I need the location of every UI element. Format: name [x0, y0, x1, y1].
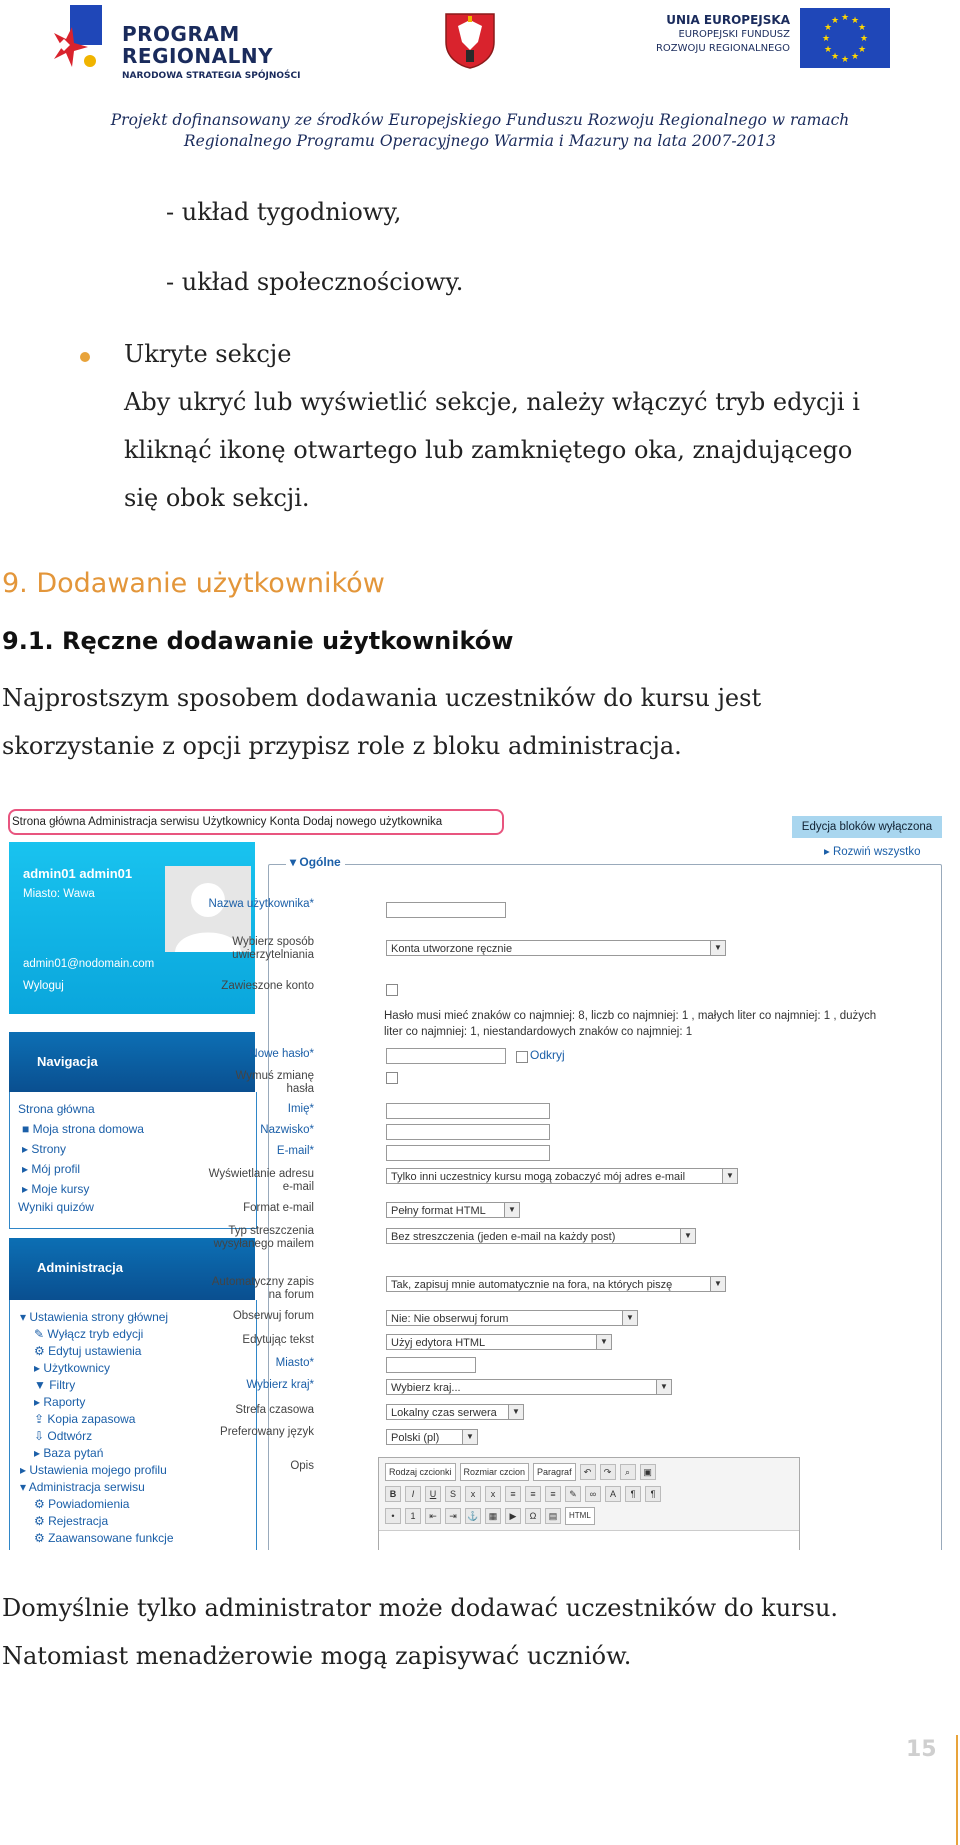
language-select[interactable]: Polski (pl) ▼ [386, 1429, 478, 1445]
logout-link[interactable]: Wyloguj [23, 980, 64, 992]
admin-item-users[interactable]: ▸ Użytkownicy [34, 1361, 111, 1375]
text-color-icon[interactable]: A [605, 1486, 621, 1502]
outdent-icon[interactable]: ⇤ [425, 1508, 441, 1524]
moodle-add-user-screenshot [6, 800, 946, 1550]
admin-item-site-admin[interactable]: ▾ Administracja serwisu [20, 1480, 145, 1494]
editor-toolbar-row1 [385, 1462, 656, 1482]
description-label: Opis [290, 1460, 314, 1472]
admin-item-label: Raporty [43, 1395, 86, 1409]
page-number-rule [956, 1735, 958, 1845]
undo-icon[interactable]: ↶ [580, 1464, 596, 1480]
user-city: Miasto: Wawa [23, 888, 95, 900]
breadcrumb[interactable]: Strona główna Administracja serwisu Użytkownicy Konta Dodaj nowego użytkownika [8, 809, 504, 835]
country-select[interactable]: Wybierz kraj... ▼ [386, 1379, 672, 1395]
auto-subscribe-label: Automatyczny zapis na forum [211, 1276, 314, 1301]
email-display-label: Wyświetlanie adresu e-mail [208, 1168, 314, 1193]
text-editor-label: Edytując tekst [242, 1334, 314, 1346]
general-fieldset [268, 864, 942, 1550]
admin-item-backup[interactable]: ⇪ Kopia zapasowa [34, 1412, 136, 1426]
indent-icon[interactable]: ⇥ [445, 1508, 461, 1524]
eu-fund-label: UNIA EUROPEJSKA EUROPEJSKI FUNDUSZ ROZWOJU REGIONALNEGO [655, 13, 790, 54]
svg-text:★: ★ [859, 34, 869, 44]
svg-text:★: ★ [840, 13, 850, 23]
underline-icon[interactable]: U [425, 1486, 441, 1502]
font-size-select[interactable]: Rozmiar czcion [460, 1463, 530, 1481]
closing-paragraph-line1: Domyślnie tylko administrator może dodawać uczestników do kursu. [2, 1594, 839, 1622]
digest-type-select[interactable]: Bez streszczenia (jeden e-mail na każdy post) ▼ [386, 1228, 696, 1244]
align-center-icon[interactable]: ≡ [525, 1486, 541, 1502]
bullet-text-line1: Aby ukryć lub wyświetlić sekcje, należy włączyć tryb edycji i [124, 388, 860, 416]
program-logo-star-icon [50, 5, 102, 75]
admin-item-label: Rejestracja [48, 1514, 109, 1528]
page-number: 15 [906, 1737, 937, 1762]
email-input[interactable] [386, 1145, 550, 1161]
paragraph-line1: Najprostszym sposobem dodawania uczestników do kursu jest [2, 684, 762, 712]
admin-item-advanced-features[interactable]: ⚙ Zaawansowane funkcje [34, 1531, 174, 1545]
nav-item-courses[interactable]: ▸ Moje kursy [22, 1182, 90, 1196]
admin-item-edit-settings[interactable]: ⚙ Edytuj ustawienia [34, 1344, 142, 1358]
admin-item-label: Wyłącz tryb edycji [47, 1327, 144, 1341]
admin-item-question-bank[interactable]: ▸ Baza pytań [34, 1446, 104, 1460]
svg-text:★: ★ [850, 52, 860, 62]
city-input[interactable] [386, 1357, 476, 1373]
svg-text:★: ★ [830, 16, 840, 26]
svg-text:★: ★ [850, 16, 860, 26]
nav-item-pages[interactable]: ▸ Strony [22, 1142, 67, 1156]
admin-item-label: Ustawienia strony głównej [29, 1310, 169, 1324]
program-title: PROGRAM REGIONALNY [122, 22, 274, 68]
svg-text:★: ★ [821, 34, 831, 44]
svg-text:★: ★ [857, 45, 867, 55]
paragraph-line2: skorzystanie z opcji przypisz role z bloku administracja. [2, 732, 682, 760]
admin-item-label: Ustawienia mojego profilu [29, 1463, 167, 1477]
bold-icon[interactable]: B [385, 1486, 401, 1502]
user-email: admin01@nodomain.com [23, 958, 155, 970]
force-change-label: Wymuś zmianę hasła [235, 1070, 314, 1095]
svg-text:★: ★ [830, 52, 840, 62]
timezone-label: Strefa czasowa [235, 1404, 314, 1416]
paragraph-select[interactable]: Paragraf [533, 1463, 576, 1481]
admin-item-label: Użytkownicy [43, 1361, 111, 1375]
table-icon[interactable]: ▤ [545, 1508, 561, 1524]
font-family-select[interactable]: Rodzaj czcionki [385, 1463, 456, 1481]
editor-toolbar-row3 [385, 1506, 595, 1526]
subsection-heading: 9.1. Ręczne dodawanie użytkowników [2, 627, 514, 655]
list-item-social: - układ społecznościowy. [166, 268, 464, 296]
user-fullname[interactable]: admin01 admin01 [23, 866, 133, 881]
navigation-title: Navigacja [37, 1054, 98, 1069]
admin-item-restore[interactable]: ⇩ Odtwórz [34, 1429, 93, 1443]
lastname-input[interactable] [386, 1124, 550, 1140]
new-password-label: Nowe hasło* [249, 1048, 314, 1060]
edit-blocks-button[interactable]: Edycja bloków wyłączona [792, 816, 942, 838]
nav-item-home[interactable]: Strona główna [18, 1102, 95, 1116]
admin-item-edit-mode[interactable]: ✎ Wyłącz tryb edycji [34, 1327, 144, 1341]
expand-all-link[interactable]: ▸ Rozwiń wszystko [824, 846, 921, 858]
numbered-list-icon[interactable]: 1 [405, 1508, 421, 1524]
general-legend-label: Ogólne [299, 855, 341, 869]
media-icon[interactable]: ▶ [505, 1508, 521, 1524]
editor-content-area[interactable] [379, 1530, 799, 1550]
program-regionalny-logo [50, 5, 320, 85]
link-icon[interactable]: ∞ [585, 1486, 601, 1502]
track-forum-label: Obserwuj forum [232, 1310, 314, 1322]
nav-item-profile[interactable]: ▸ Mój profil [22, 1162, 81, 1176]
html-source-button[interactable]: HTML [565, 1507, 595, 1525]
admin-item-notifications[interactable]: ⚙ Powiadomienia [34, 1497, 130, 1511]
nav-item-courses-label: Moje kursy [31, 1182, 90, 1196]
svg-text:★: ★ [823, 23, 833, 33]
email-format-label: Format e-mail [243, 1202, 314, 1214]
project-funding-note: Projekt dofinansowany ze środków Europejskiego Funduszu Rozwoju Regionalnego w ramach Regionalnego Programu Operacyjnego Warmia i Mazury na lata 2007-2013 [110, 111, 850, 150]
general-legend[interactable]: ▾ Ogólne [286, 855, 345, 869]
section-heading: 9. Dodawanie użytkowników [2, 568, 385, 599]
admin-item-label: Filtry [49, 1378, 76, 1392]
city-label: Miasto* [275, 1357, 314, 1369]
fullscreen-icon[interactable]: ▣ [640, 1464, 656, 1480]
nav-item-quiz-results[interactable]: Wyniki quizów [18, 1200, 94, 1214]
anchor-icon[interactable]: ⚓ [465, 1508, 481, 1524]
auto-subscribe-select[interactable]: Tak, zapisuj mnie automatycznie na fora, na których piszę ▼ [386, 1276, 726, 1292]
bullet-marker [80, 352, 90, 362]
nav-item-dashboard[interactable]: ■ Moja strona domowa [22, 1122, 144, 1136]
nav-item-profile-label: Mój profil [31, 1162, 81, 1176]
admin-item-label: Odtwórz [47, 1429, 93, 1443]
rtl-icon[interactable]: ¶ [645, 1486, 661, 1502]
password-policy-hint: Hasło musi mieć znaków co najmniej: 8, liczb co najmniej: 1 , małych liter co najmniej: 1 , dużych liter co najmniej: 1, niestandardowych znaków co najmniej: 1 [384, 1010, 877, 1038]
italic-icon[interactable]: I [405, 1486, 421, 1502]
subscript-icon[interactable]: x [465, 1486, 481, 1502]
firstname-label: Imię* [287, 1103, 314, 1115]
superscript-icon[interactable]: x [485, 1486, 501, 1502]
lastname-label: Nazwisko* [260, 1124, 314, 1136]
new-password-input[interactable] [386, 1048, 506, 1064]
bullet-title: Ukryte sekcje [124, 340, 292, 368]
document-header [0, 0, 960, 160]
clean-icon[interactable]: ✎ [565, 1486, 581, 1502]
text-editor-select[interactable]: Użyj edytora HTML ▼ [386, 1334, 612, 1350]
bullet-text-line2: kliknąć ikonę otwartego lub zamkniętego oka, znajdującego [124, 436, 853, 464]
firstname-input[interactable] [386, 1103, 550, 1119]
email-display-select[interactable]: Tylko inni uczestnicy kursu mogą zobaczyć mój adres e-mail ▼ [386, 1168, 738, 1184]
bullet-list-icon[interactable]: • [385, 1508, 401, 1524]
admin-item-registration[interactable]: ⚙ Rejestracja [34, 1514, 109, 1528]
admin-item-filters[interactable]: ▼ Filtry [34, 1378, 76, 1392]
special-char-icon[interactable]: Ω [525, 1508, 541, 1524]
email-label: E-mail* [276, 1145, 314, 1157]
closing-paragraph-line2: Natomiast menadżerowie mogą zapisywać uczniów. [2, 1642, 632, 1670]
email-format-select[interactable]: Pełny format HTML ▼ [386, 1202, 520, 1218]
search-icon[interactable]: ⌕ [620, 1464, 636, 1480]
image-icon[interactable]: ▦ [485, 1508, 501, 1524]
admin-item-label: Powiadomienia [48, 1497, 130, 1511]
regional-crest-icon [444, 12, 496, 70]
country-label: Wybierz kraj* [246, 1379, 314, 1391]
admin-item-label: Administracja serwisu [28, 1480, 145, 1494]
language-label: Preferowany język [220, 1426, 314, 1438]
username-label: Nazwa użytkownika* [208, 898, 314, 910]
admin-item-label: Zaawansowane funkcje [48, 1531, 174, 1545]
admin-item-label: Kopia zapasowa [47, 1412, 136, 1426]
ltr-icon[interactable]: ¶ [625, 1486, 641, 1502]
username-input[interactable] [386, 902, 506, 918]
svg-text:★: ★ [857, 23, 867, 33]
html-editor[interactable] [378, 1457, 800, 1550]
administration-title: Administracja [37, 1260, 123, 1275]
editor-toolbar-row2 [385, 1484, 661, 1504]
admin-item-label: Baza pytań [43, 1446, 104, 1460]
strikethrough-icon[interactable]: S [445, 1486, 461, 1502]
suspended-checkbox[interactable] [386, 984, 398, 996]
nav-item-pages-label: Strony [31, 1142, 67, 1156]
reveal-label[interactable]: Odkryj [530, 1048, 565, 1062]
bullet-text-line3: się obok sekcji. [124, 484, 310, 512]
nav-item-dashboard-label: Moja strona domowa [32, 1122, 144, 1136]
auth-method-label: Wybierz sposób uwierzytelniania [232, 936, 314, 961]
list-item-weekly: - układ tygodniowy, [166, 198, 402, 226]
auth-method-select[interactable]: Konta utworzone ręcznie ▼ [386, 940, 726, 956]
svg-text:★: ★ [840, 55, 850, 65]
expand-all-label: Rozwiń wszystko [832, 846, 921, 858]
digest-type-label: Typ streszczenia wysyłanego mailem [213, 1225, 314, 1250]
redo-icon[interactable]: ↷ [600, 1464, 616, 1480]
admin-item-frontpage-settings[interactable]: ▾ Ustawienia strony głównej [20, 1310, 169, 1324]
admin-item-my-profile-settings[interactable]: ▸ Ustawienia mojego profilu [20, 1463, 167, 1477]
force-change-checkbox[interactable] [386, 1072, 398, 1084]
align-right-icon[interactable]: ≡ [545, 1486, 561, 1502]
program-subtitle: NARODOWA STRATEGIA SPÓJNOŚCI [122, 71, 301, 81]
admin-item-reports[interactable]: ▸ Raporty [34, 1395, 86, 1409]
reveal-checkbox[interactable] [516, 1051, 528, 1063]
suspended-label: Zawieszone konto [221, 980, 314, 992]
admin-item-label: Edytuj ustawienia [48, 1344, 142, 1358]
track-forum-select[interactable]: Nie: Nie obserwuj forum ▼ [386, 1310, 638, 1326]
align-left-icon[interactable]: ≡ [505, 1486, 521, 1502]
timezone-select[interactable]: Lokalny czas serwera ▼ [386, 1404, 524, 1420]
svg-text:★: ★ [823, 45, 833, 55]
eu-flag-icon [800, 8, 890, 68]
